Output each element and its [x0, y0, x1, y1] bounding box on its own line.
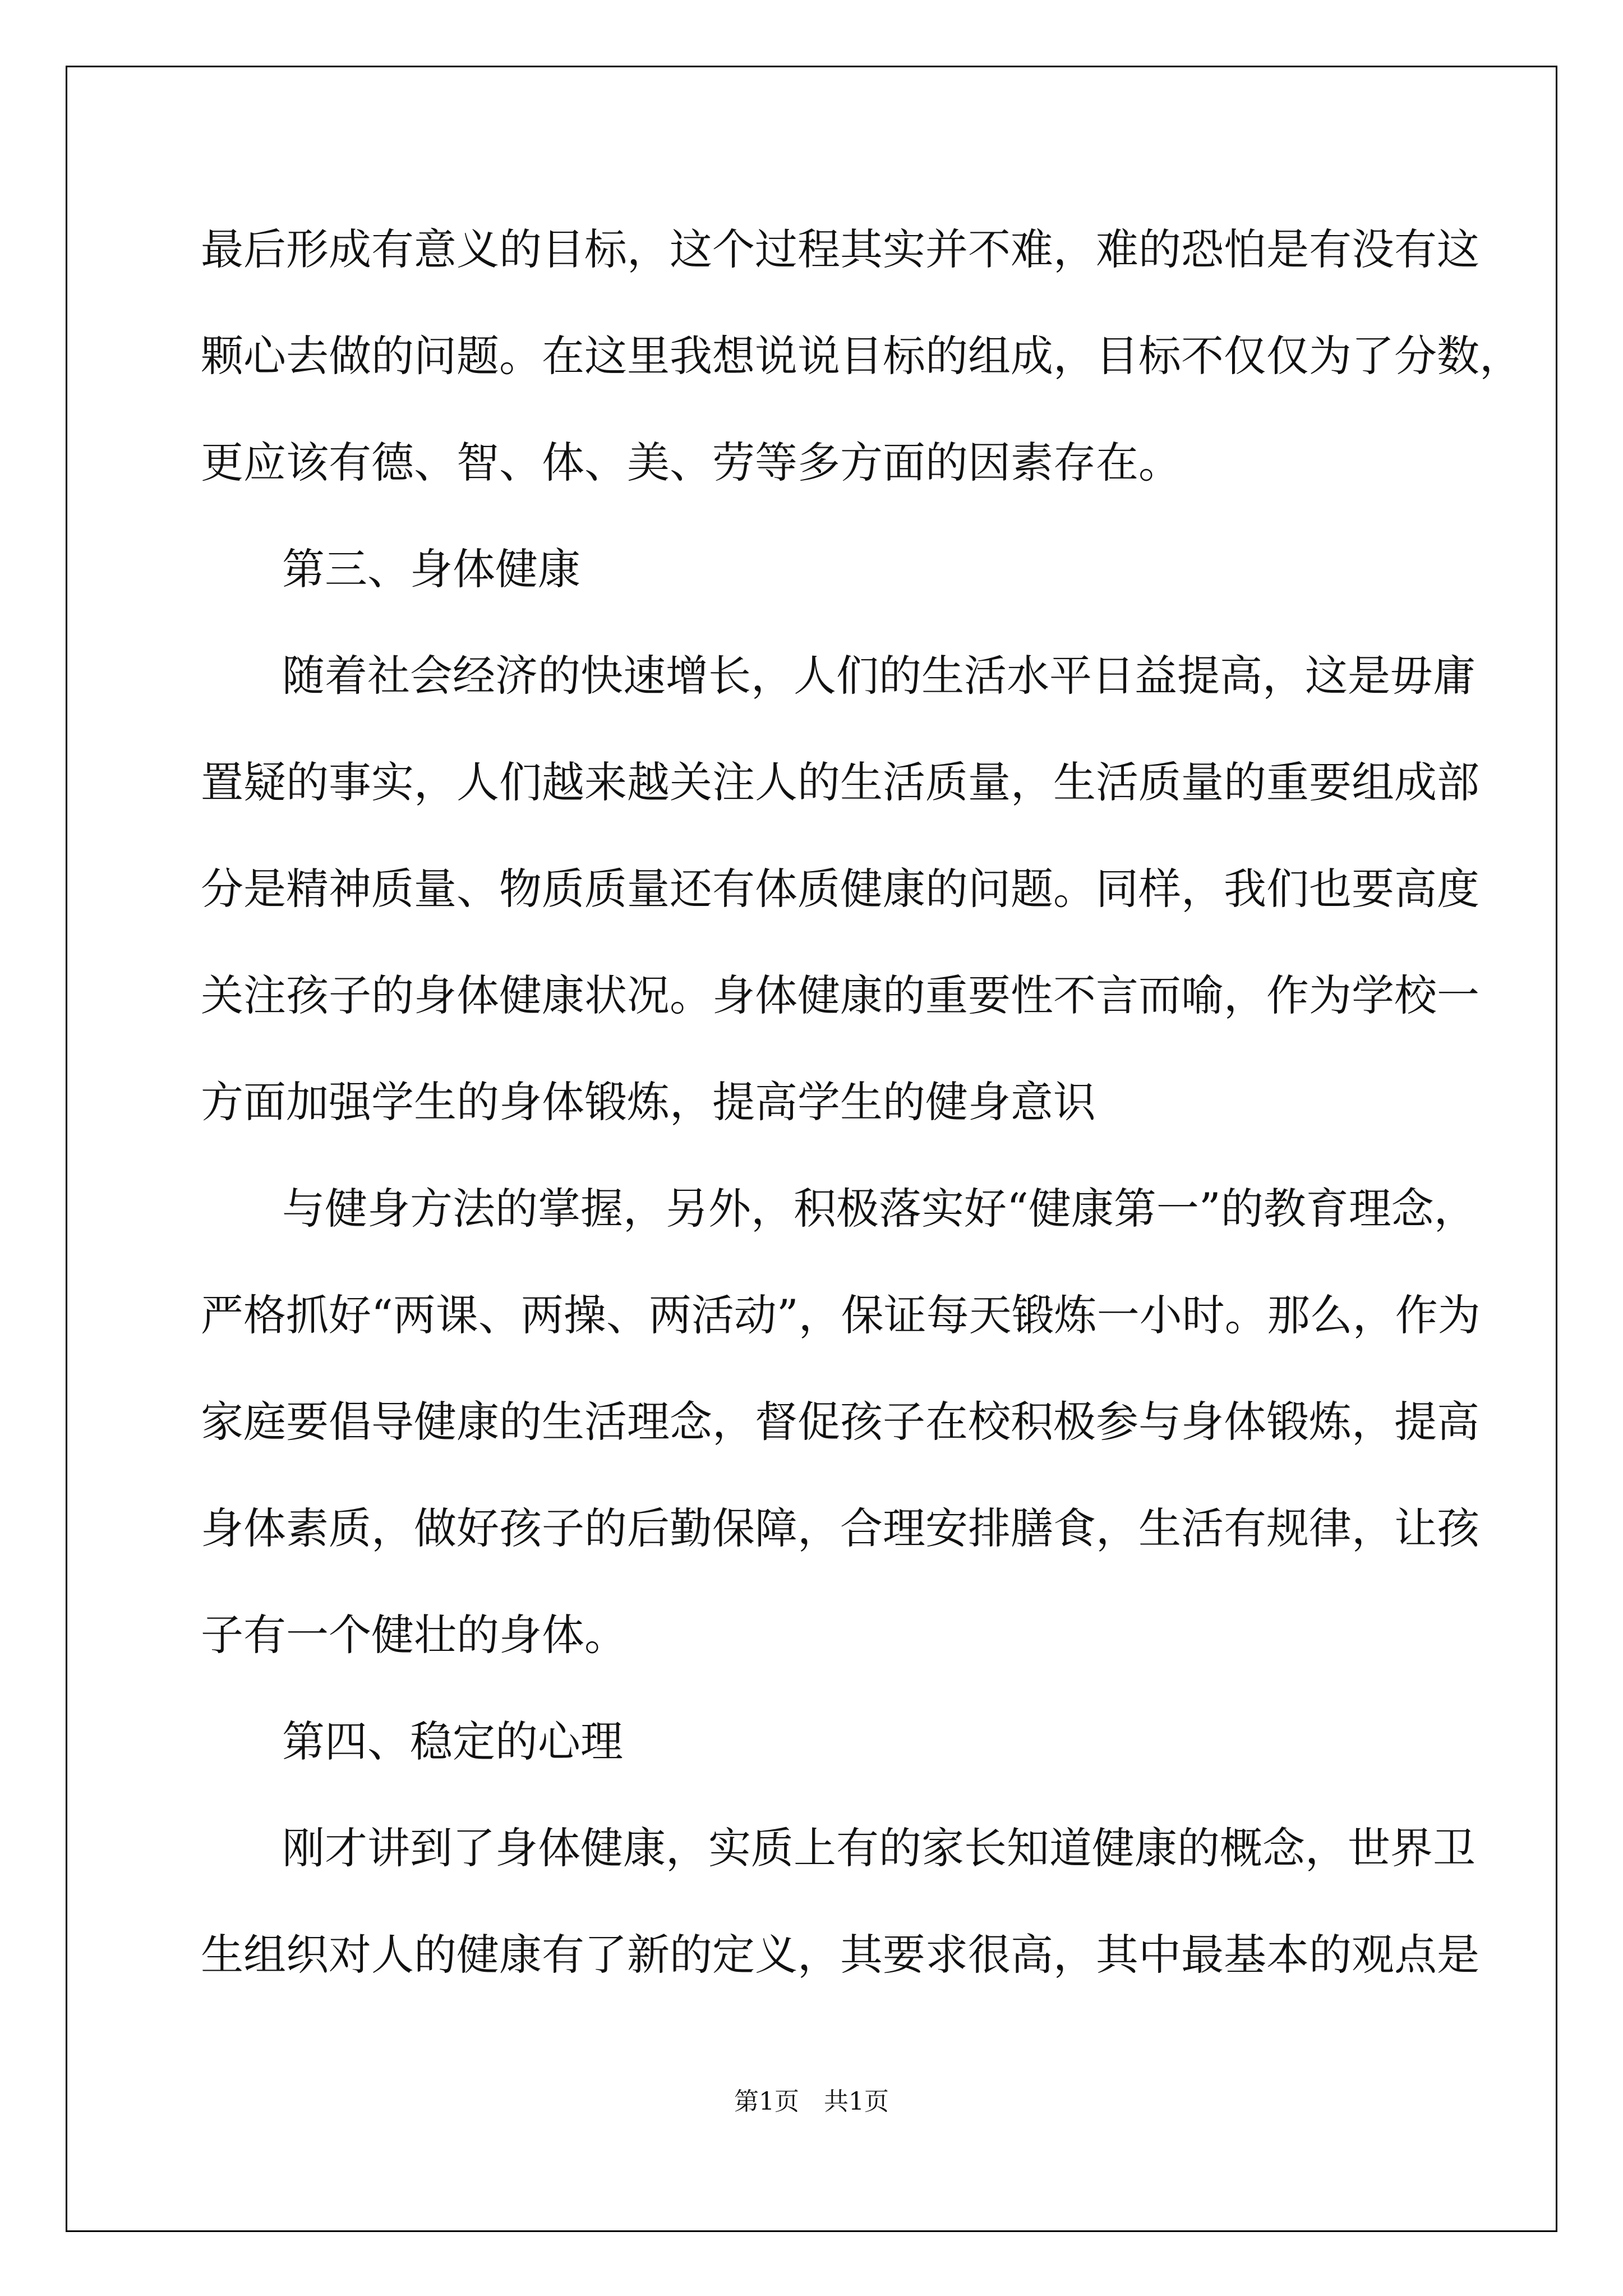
- text-line: 更应该有德、智、体、美、劳等多方面的因素存在。: [201, 438, 1181, 487]
- text-line: 身体素质，做好孩子的后勤保障，合理安排膳食，生活有规律，让孩: [201, 1503, 1479, 1553]
- page-number: 第1页 共1页: [734, 2087, 889, 2116]
- text-line: 颗心去做的问题。在这里我想说说目标的组成，目标不仅仅为了分数，: [201, 331, 1522, 381]
- text-line: 严格抓好“两课、两操、两活动”，保证每天锻炼一小时。那么，作为: [201, 1290, 1481, 1340]
- text-line: 方面加强学生的身体锻炼，提高学生的健身意识: [201, 1077, 1096, 1127]
- section-heading: 第三、身体健康: [282, 544, 580, 594]
- section-heading: 第四、稳定的心理: [282, 1717, 623, 1766]
- text-line: 家庭要倡导健康的生活理念，督促孩子在校积极参与身体锻炼，提高: [201, 1397, 1479, 1447]
- text-line: 与健身方法的掌握，另外，积极落实好“健康第一”的教育理念，: [282, 1184, 1477, 1234]
- text-line: 随着社会经济的快速增长，人们的生活水平日益提高，这是毋庸: [282, 651, 1476, 701]
- text-line: 子有一个健壮的身体。: [201, 1610, 627, 1660]
- text-line: 生组织对人的健康有了新的定义，其要求很高，其中最基本的观点是: [201, 1930, 1479, 1980]
- text-line: 分是精神质量、物质质量还有体质健康的问题。同样，我们也要高度: [201, 864, 1479, 914]
- text-line: 关注孩子的身体健康状况。身体健康的重要性不言而喻，作为学校一: [201, 970, 1479, 1020]
- page-border: [66, 66, 1557, 2232]
- text-line: 最后形成有意义的目标，这个过程其实并不难，难的恐怕是有没有这: [201, 224, 1479, 274]
- text-line: 置疑的事实，人们越来越关注人的生活质量，生活质量的重要组成部: [201, 757, 1479, 807]
- text-line: 刚才讲到了身体健康，实质上有的家长知道健康的概念，世界卫: [282, 1823, 1476, 1873]
